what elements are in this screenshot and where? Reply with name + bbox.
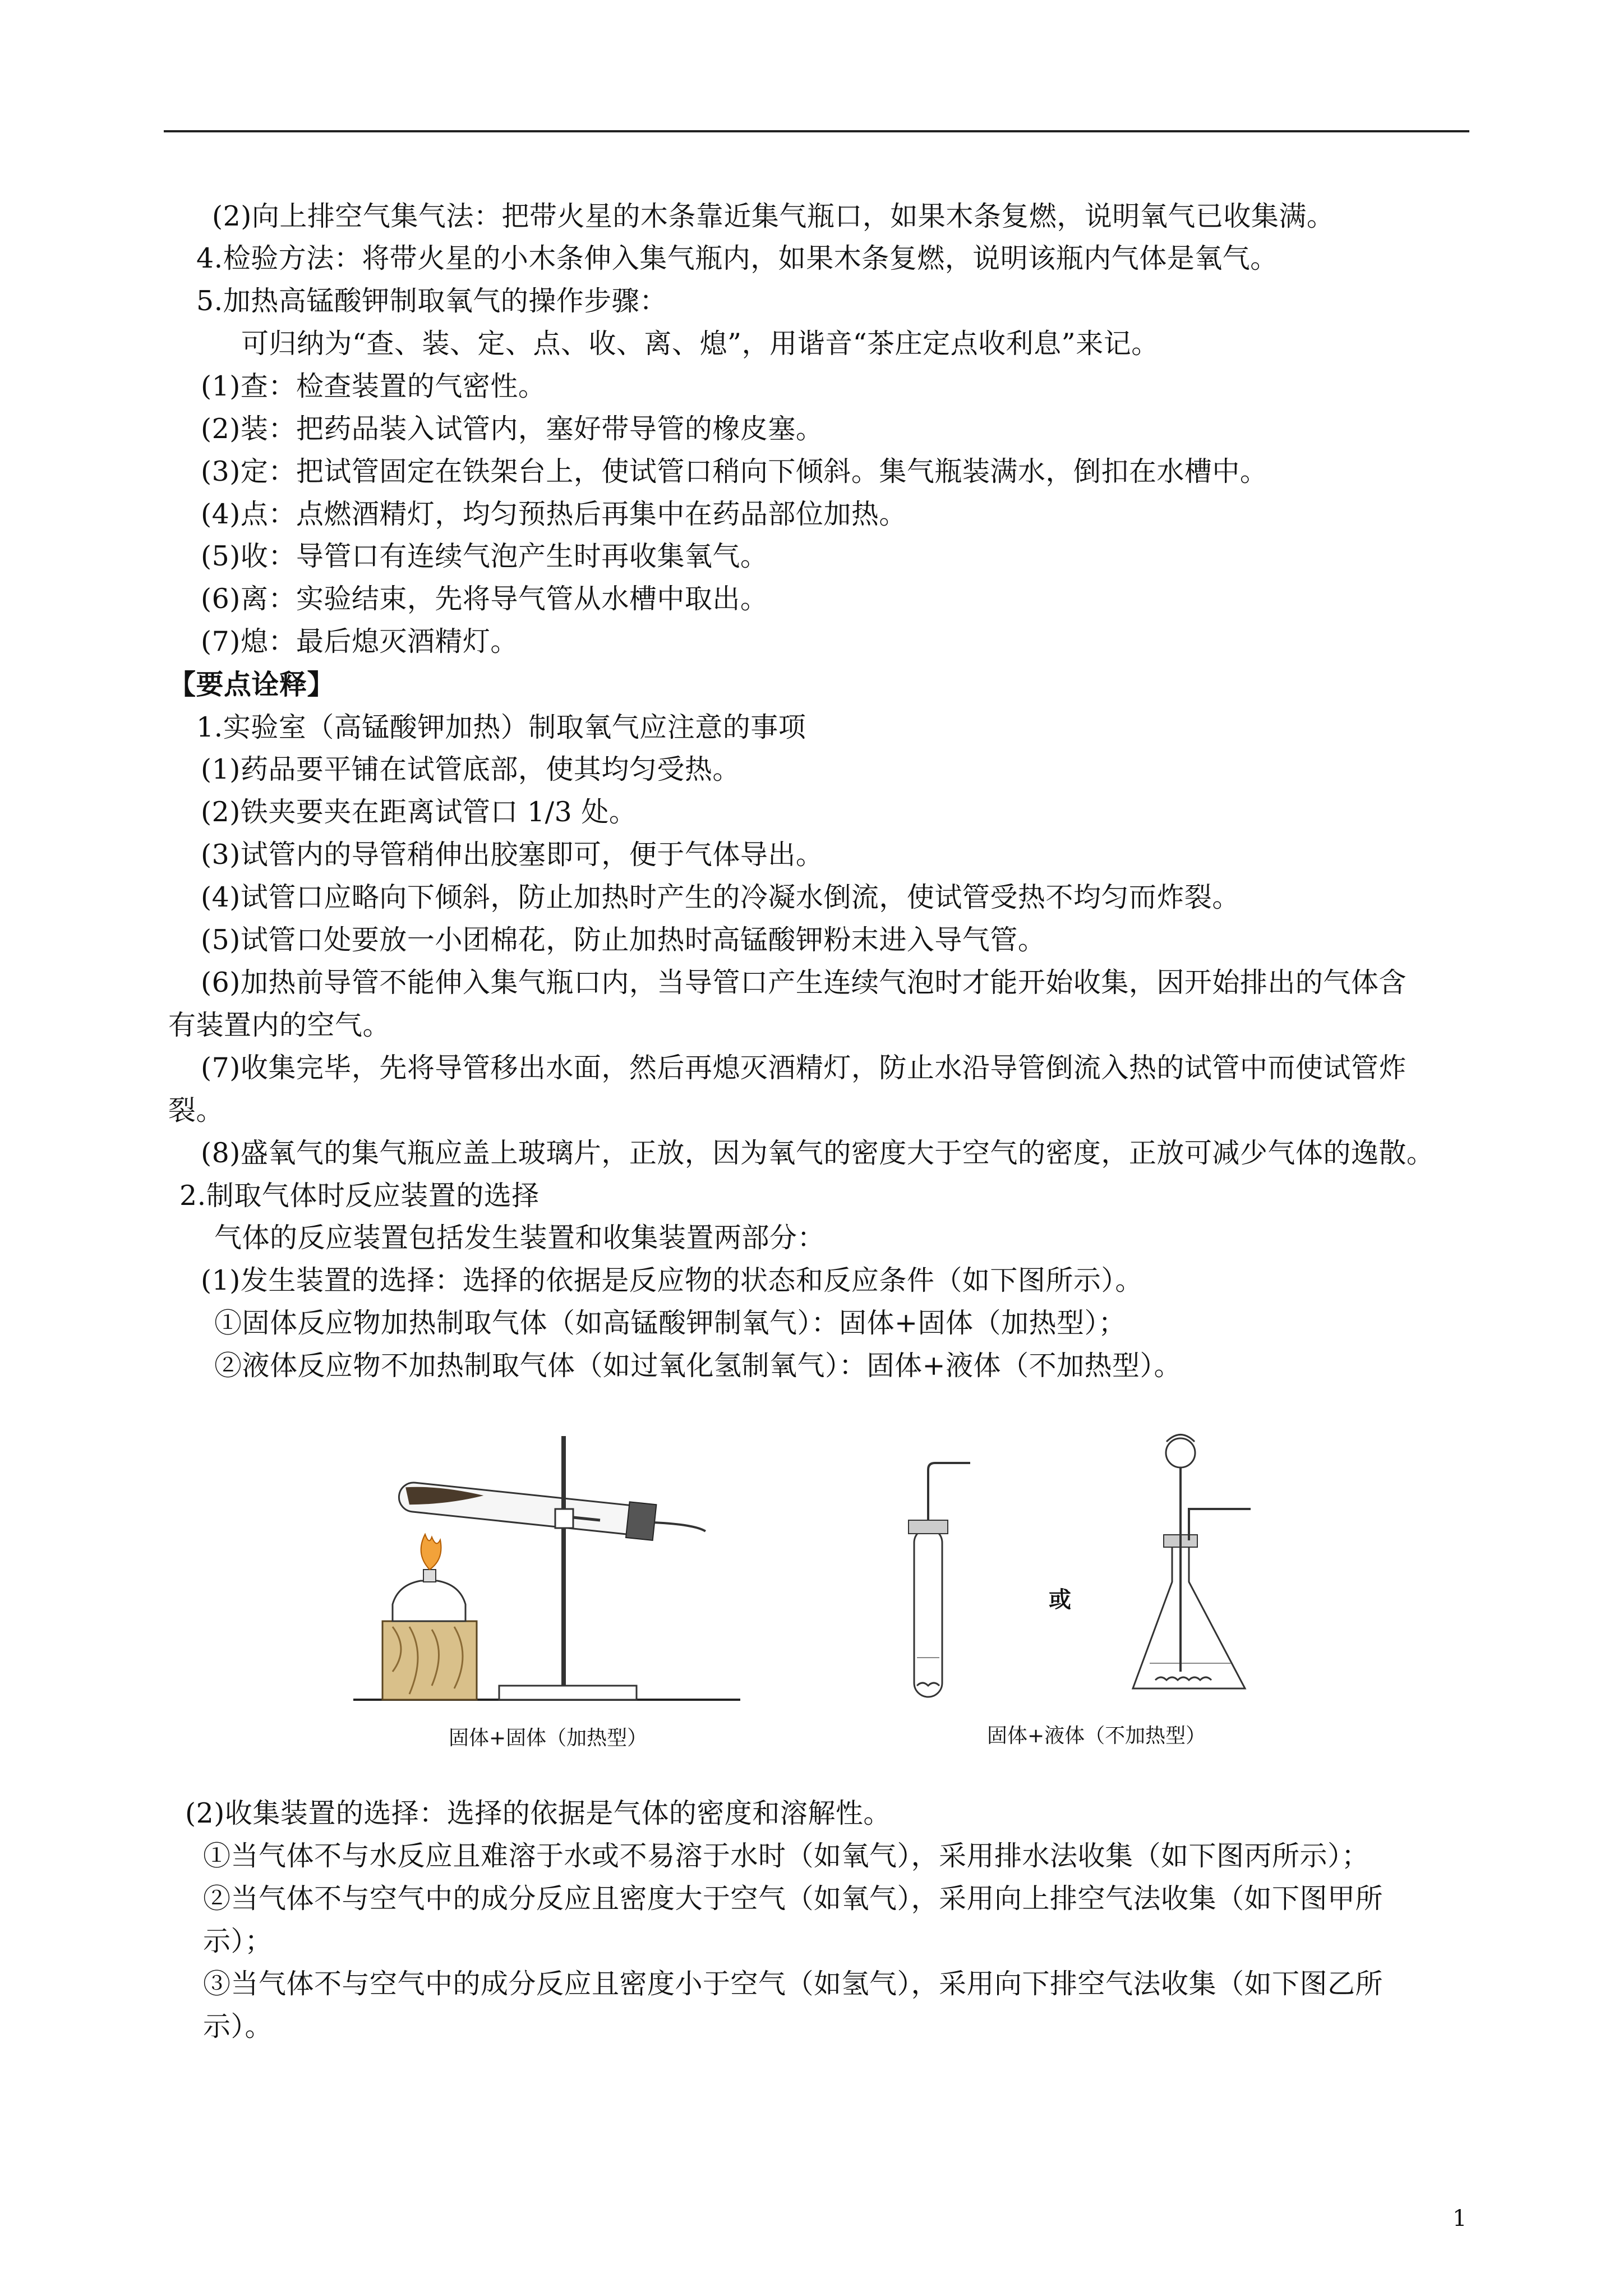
text-line: 4.检验方法：将带火星的小木条伸入集气瓶内，如果木条复燃，说明该瓶内气体是氧气。	[196, 242, 1278, 274]
text-line: (1)药品要平铺在试管底部，使其均匀受热。	[201, 753, 740, 785]
text-line: ③当气体不与空气中的成分反应且密度小于空气（如氢气），采用向下排空气法收集（如下图乙所	[203, 1968, 1384, 2000]
text-line: (3)定：把试管固定在铁架台上，使试管口稍向下倾斜。集气瓶装满水，倒扣在水槽中。	[201, 455, 1268, 487]
text-line: (2)装：把药品装入试管内，塞好带导管的橡皮塞。	[201, 413, 824, 445]
text-line: 裂。	[168, 1094, 224, 1126]
text-line: (4)点：点燃酒精灯，均匀预热后再集中在药品部位加热。	[201, 498, 907, 530]
text-line: 2.制取气体时反应装置的选择	[179, 1180, 540, 1212]
text-line: (5)收：导管口有连续气泡产生时再收集氧气。	[201, 540, 768, 572]
section-heading: 【要点诠释】	[168, 668, 335, 701]
text-line: (7)收集完毕，先将导管移出水面，然后再熄灭酒精灯，防止水沿导管倒流入热的试管中而使试管炸	[201, 1052, 1407, 1084]
text-line: ①当气体不与水反应且难溶于水或不易溶于水时（如氧气），采用排水法收集（如下图丙所示）；	[203, 1840, 1370, 1872]
text-line: (1)发生装置的选择：选择的依据是反应物的状态和反应条件（如下图所示）。	[201, 1264, 1143, 1296]
figure-caption-left: 固体+固体（加热型）	[449, 1727, 648, 1750]
text-line: (2)收集装置的选择：选择的依据是气体的密度和溶解性。	[185, 1797, 891, 1829]
text-line: ①固体反应物加热制取气体（如高锰酸钾制氧气）：固体+固体（加热型）；	[214, 1307, 1127, 1339]
text-line: (5)试管口处要放一小团棉花，防止加热时高锰酸钾粉末进入导气管。	[201, 924, 1046, 956]
text-line: 5.加热高锰酸钾制取氧气的操作步骤：	[196, 285, 667, 317]
text-line: 示）；	[203, 1925, 273, 1957]
text-line: (7)熄：最后熄灭酒精灯。	[201, 625, 518, 657]
text-line: (1)查：检查装置的气密性。	[201, 370, 546, 402]
header-rule	[164, 130, 1469, 132]
text-line: ②液体反应物不加热制取气体（如过氧化氢制氧气）：固体+液体（不加热型）。	[214, 1350, 1182, 1382]
or-label: 或	[1049, 1587, 1071, 1613]
apparatus-figure	[348, 1425, 1267, 1761]
apparatus-drawing	[348, 1425, 1267, 1761]
text-line: 可归纳为“查、装、定、点、收、离、熄”，用谐音“茶庄定点收利息”来记。	[241, 328, 1159, 360]
text-line: 有装置内的空气。	[168, 1009, 391, 1041]
text-line: (8)盛氧气的集气瓶应盖上玻璃片，正放，因为氧气的密度大于空气的密度，正放可减少气体的逸散。	[201, 1137, 1435, 1169]
text-line: (2)铁夹要夹在距离试管口 1/3 处。	[201, 796, 637, 828]
text-line: 1.实验室（高锰酸钾加热）制取氧气应注意的事项	[196, 711, 806, 743]
text-line: ②当气体不与空气中的成分反应且密度大于空气（如氧气），采用向上排空气法收集（如下图甲所	[203, 1883, 1384, 1915]
page-number: 1	[1453, 2206, 1467, 2231]
text-line: (2)向上排空气集气法：把带火星的木条靠近集气瓶口，如果木条复燃，说明氧气已收集满。	[212, 200, 1335, 232]
figure-caption-right: 固体+液体（不加热型）	[987, 1724, 1206, 1747]
text-line: 气体的反应装置包括发生装置和收集装置两部分：	[214, 1222, 826, 1254]
text-line: (4)试管口应略向下倾斜，防止加热时产生的冷凝水倒流，使试管受热不均匀而炸裂。	[201, 881, 1240, 913]
text-line: 示）。	[203, 2010, 273, 2042]
text-line: (6)加热前导管不能伸入集气瓶口内，当导管口产生连续气泡时才能开始收集，因开始排出的气体含	[201, 967, 1407, 999]
text-line: (6)离：实验结束，先将导气管从水槽中取出。	[201, 583, 768, 615]
text-line: (3)试管内的导管稍伸出胶塞即可，便于气体导出。	[201, 839, 824, 871]
